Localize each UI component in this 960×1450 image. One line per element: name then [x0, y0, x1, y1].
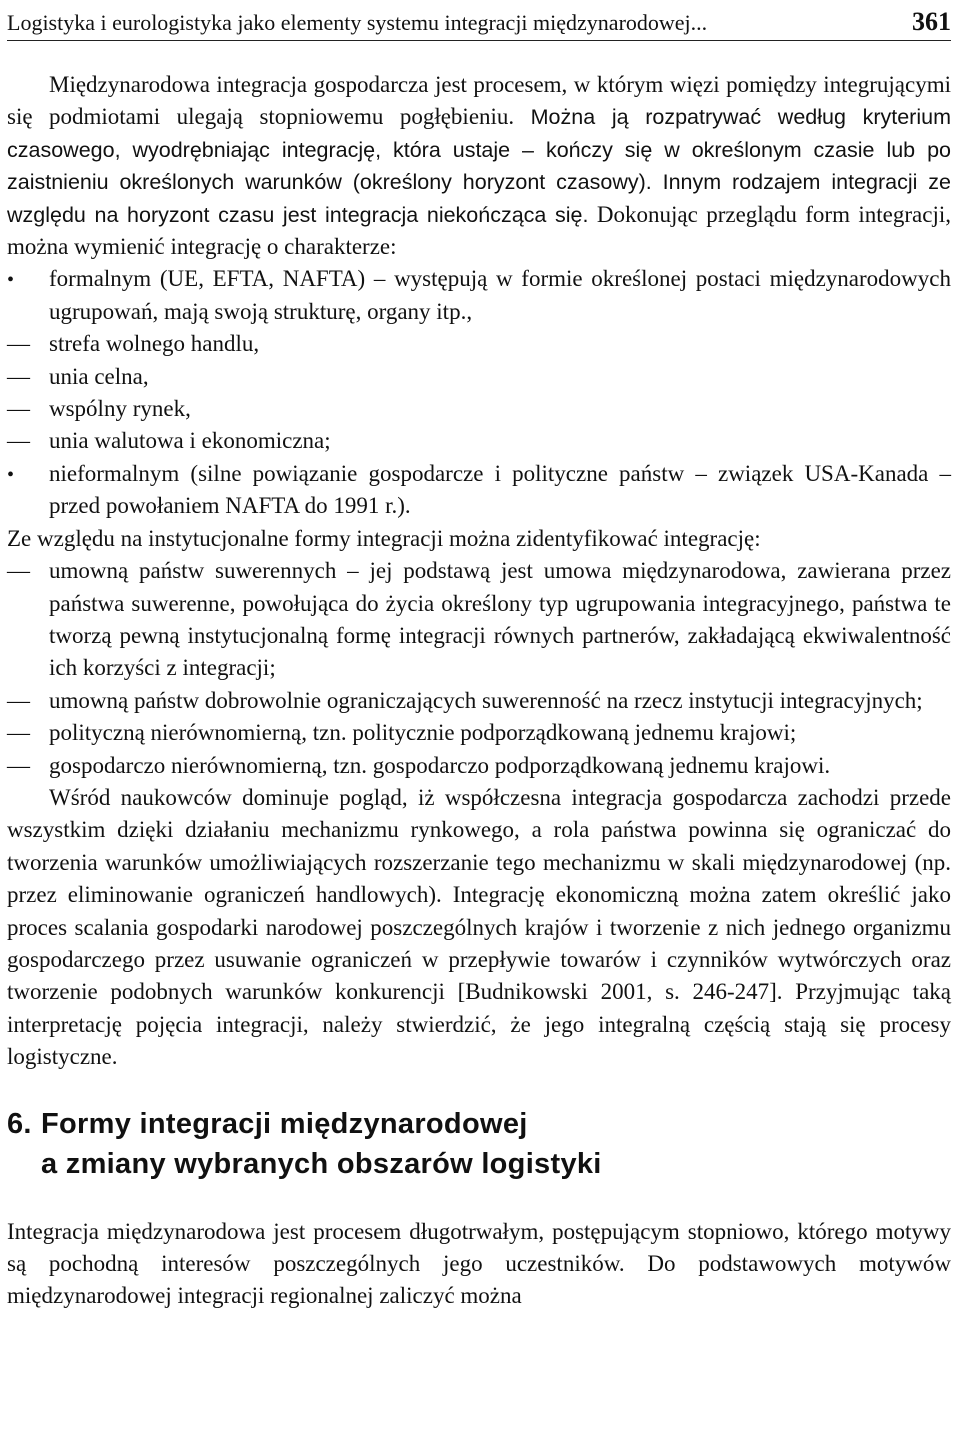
section-title-line-1: Formy integracji międzynarodowej [41, 1107, 528, 1140]
paragraph-1 [7, 69, 951, 263]
paragraph-4: Integracja międzynarodowa jest procesem długotrwałym, postępującym stopniowo, którego motywy są pochodną interesów poszczególnych jego uczestników. Do podstawowych motywów międzynarodowej integracji regionalnej zaliczyć można [7, 1218, 951, 1309]
paragraph-1-end: Dokonując przeglądu form integracji, można wymienić integrację o charakterze: [7, 201, 951, 260]
forms-list [7, 263, 951, 522]
paragraph-2: Ze względu na instytucjonalne formy integracji można zidentyfikować integrację: [7, 525, 761, 551]
dash-icon [7, 685, 49, 717]
page-header [7, 0, 951, 41]
body-text [7, 69, 951, 1313]
institutional-forms-list [7, 555, 951, 782]
list-item: — wspólny rynek, [7, 393, 951, 425]
list-item: — strefa wolnego handlu, [7, 328, 951, 360]
running-title: Logistyka i eurologistyka jako elementy systemu integracji międzynarodowej... [7, 10, 708, 35]
page-number: 361 [912, 7, 951, 36]
dash-icon [7, 717, 49, 749]
section-number: 6. [7, 1107, 32, 1140]
dash-icon [7, 425, 49, 457]
dash-icon [7, 750, 49, 782]
section-heading [7, 1104, 951, 1184]
paragraph-1-sans: Można ją rozpatrywać według kryterium czasowego, wyodrębniając integrację, która ustaje – kończy się w określonym czasie lub po zaistnieniu określonych warunków (określony horyzont czasowy). Innym rodzajem integracji ze względu na horyzont czasu jest integracja niekończąca się. [7, 105, 951, 227]
paragraph-1-serif: Międzynarodowa integracja gospodarcza jest procesem, w którym więzi pomiędzy integrującymi się podmiotami ulegają stopniowemu pogłębieniu. [7, 72, 951, 130]
section-title-line-2: a zmiany wybranych obszarów logistyki [41, 1147, 602, 1180]
list-item: — unia walutowa i ekonomiczna; [7, 425, 951, 457]
dash-icon [7, 555, 49, 685]
list-item: • nieformalnym (silne powiązanie gospodarcze i polityczne państw – związek USA-Kanada – przed powołaniem NAFTA do 1991 r.). [7, 458, 951, 523]
bullet-icon [7, 458, 49, 523]
list-item: — polityczną nierównomierną, tzn. politycznie podporządkowaną jednemu krajowi; [7, 717, 951, 749]
dash-icon [7, 328, 49, 360]
list-item: • formalnym (UE, EFTA, NAFTA) – występują w formie określonej postaci międzynarodowych ugrupowań, mają swoją strukturę, organy itp., [7, 263, 951, 328]
bullet-icon [7, 263, 49, 328]
list-item: — umowną państw dobrowolnie ograniczających suwerenność na rzecz instytucji integracyjnych; [7, 685, 951, 717]
list-item: — unia celna, [7, 361, 951, 393]
dash-icon [7, 361, 49, 393]
dash-icon [7, 393, 49, 425]
paragraph-3: Wśród naukowców dominuje pogląd, iż współczesna integracja gospodarcza zachodzi przede wszystkim dzięki działaniu mechanizmu rynkowego, a rola państwa powinna się ograniczać do tworzenia warunków umożliwiających rozszerzanie tego mechanizmu w skali międzynarodowej (np. przez eliminowanie ograniczeń handlowych). Integrację ekonomiczną można zatem określić jako proces scalania gospodarki narodowej poszczególnych krajów i tworzenie z nich jednego organizmu gospodarczego przez usuwanie ograniczeń w przepływie towarów i czynników wytwórczych oraz tworzenie podobnych warunków konkurencji [Budnikowski 2001, s. 246-247]. Przyjmując taką interpretację pojęcia integracji, należy stwierdzić, że jego integralną częścią stają się procesy logistyczne. [7, 784, 951, 1070]
list-item: — gospodarczo nierównomierną, tzn. gospodarczo podporządkowaną jednemu krajowi. [7, 750, 951, 782]
list-item: — umowną państw suwerennych – jej podstawą jest umowa międzynarodowa, zawierana przez państwa suwerenne, powołująca do życia określony typ ugrupowania integracyjnego, państwa te tworzą pewną instytucjonalną formę integracji równych partnerów, zakładającą ekwiwalentność ich korzyści z integracji; [7, 555, 951, 685]
